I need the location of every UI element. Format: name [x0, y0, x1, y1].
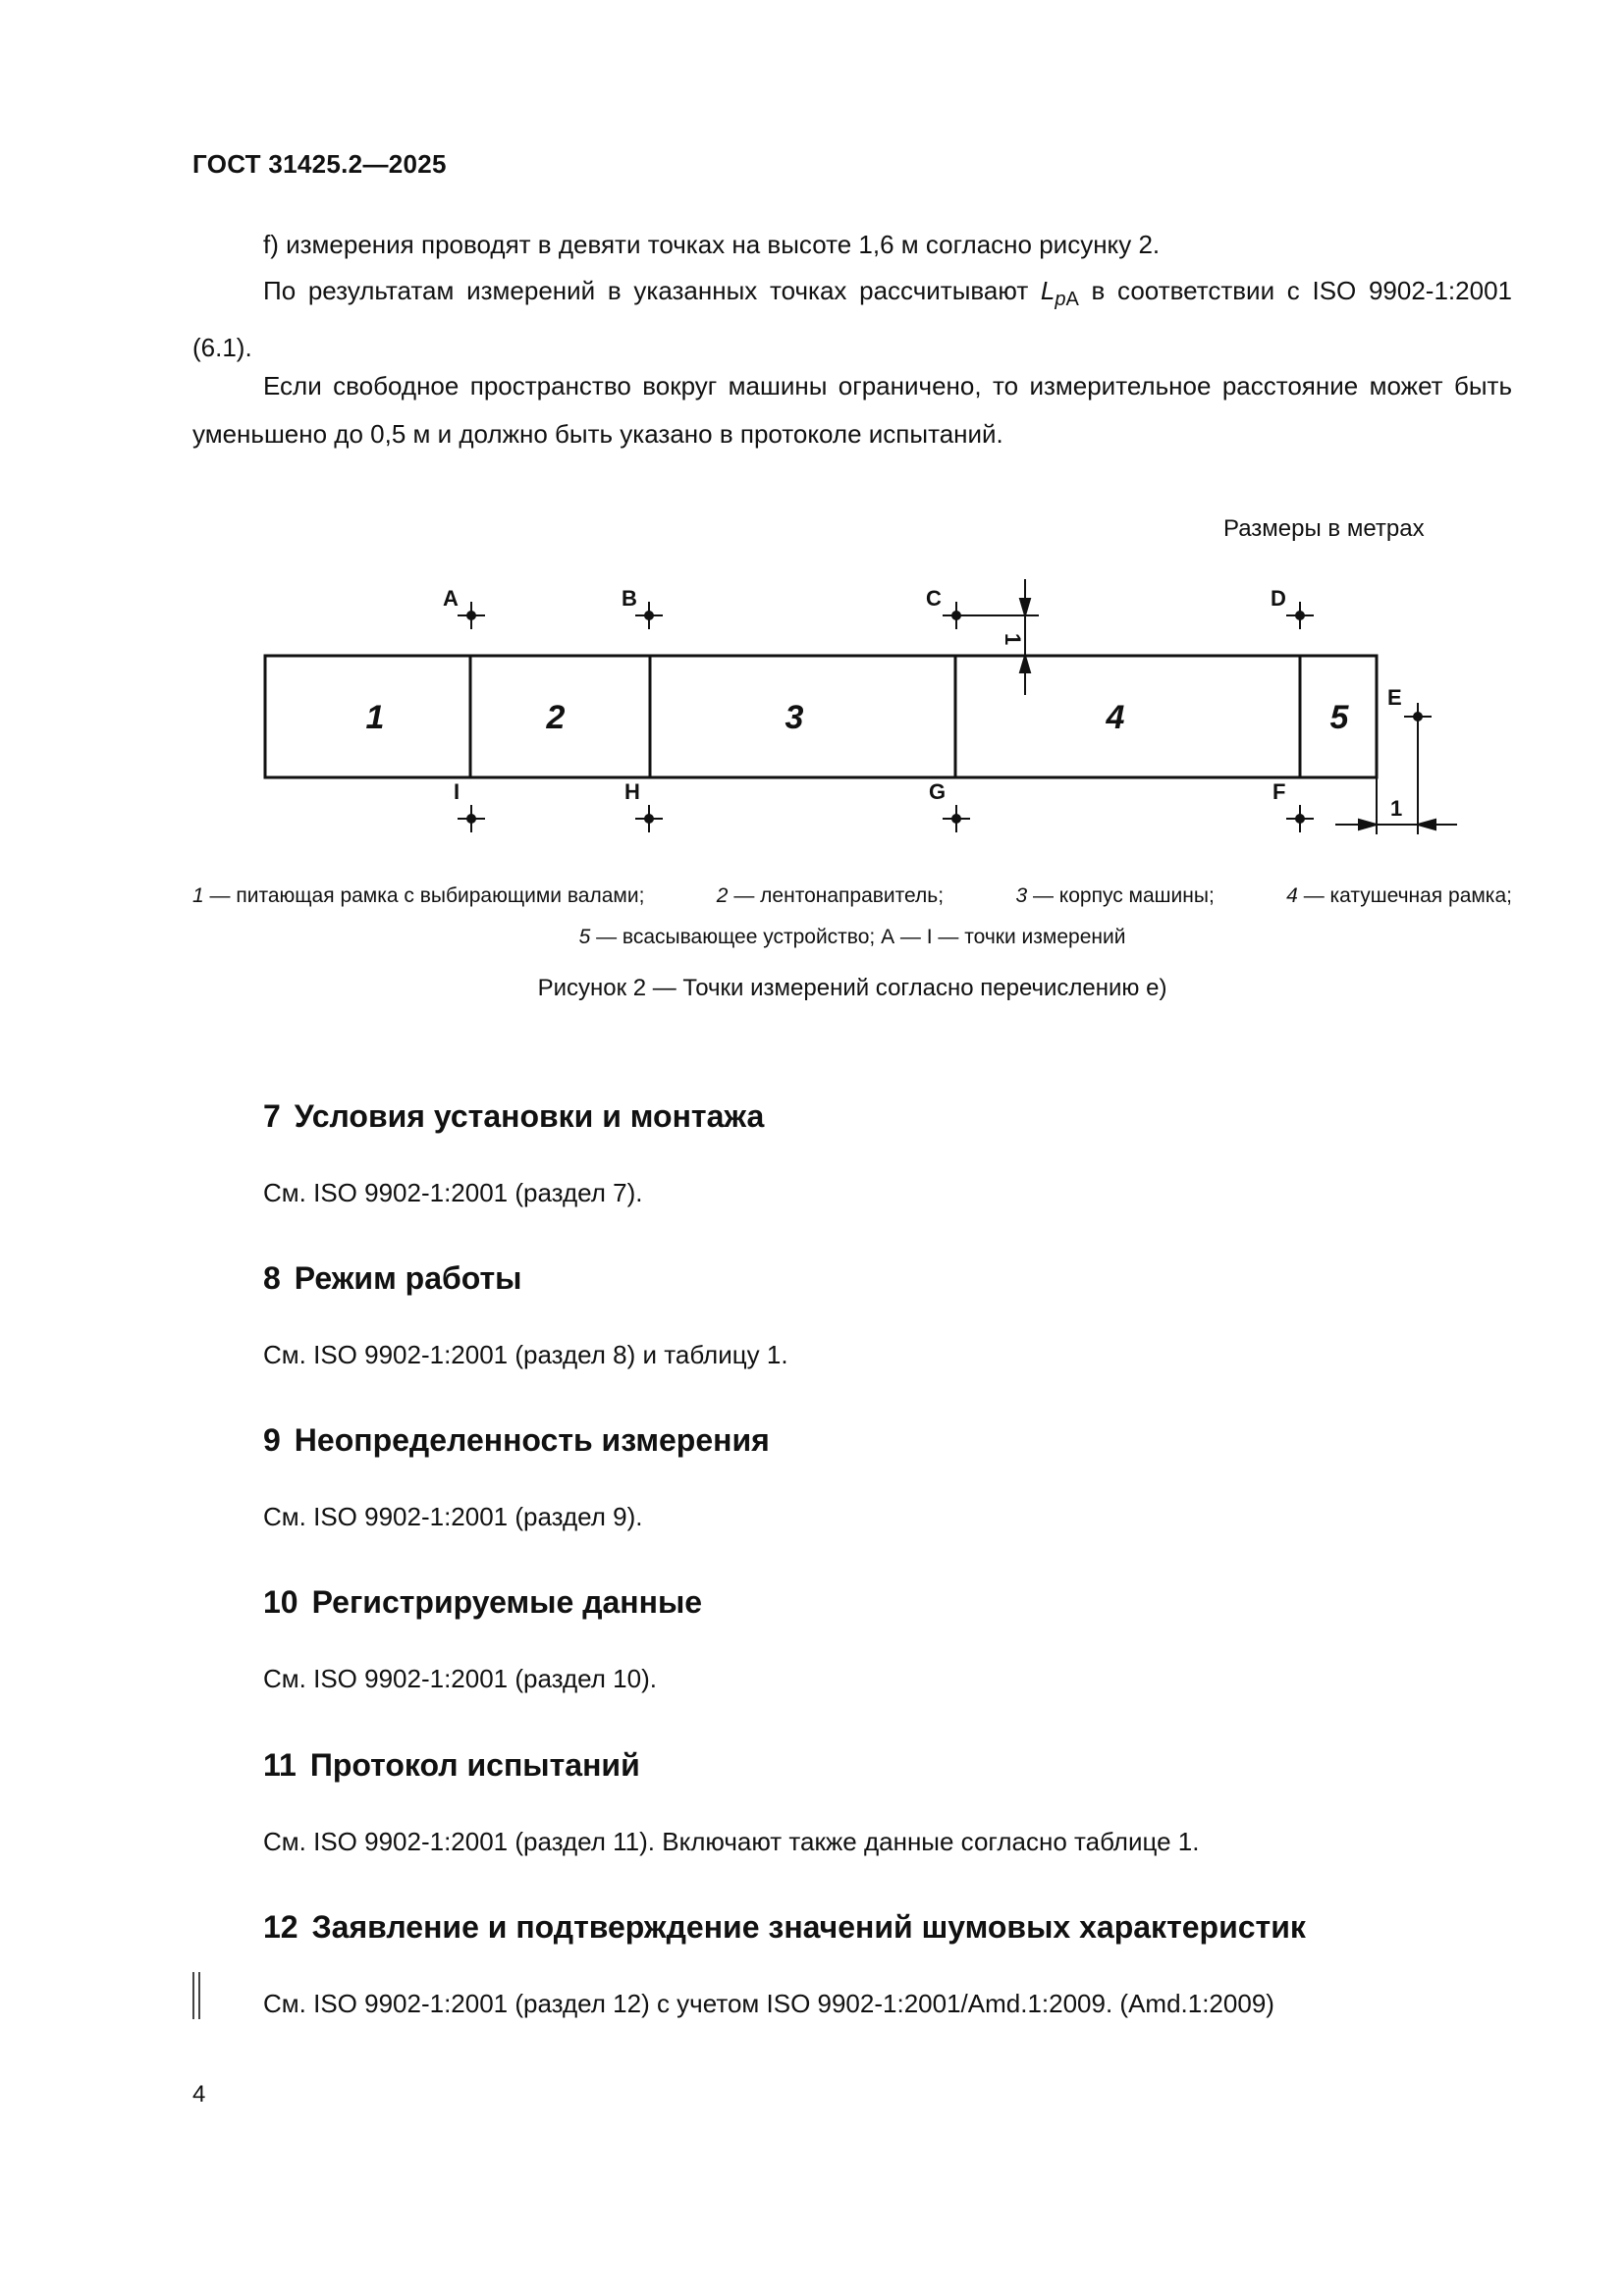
dimension-note: Размеры в метрах: [1223, 515, 1425, 542]
lpa-subscript: [1055, 289, 1078, 310]
figure-legend: [192, 876, 1512, 958]
section-12-heading: Заявление и подтверждение значений шумовых характеристик: [311, 1909, 1306, 1945]
section-12-title: [263, 1909, 1306, 1946]
legend-item-2: [717, 876, 944, 917]
lpa-subscript-p: p: [1055, 289, 1066, 310]
legend-item-1: [192, 876, 644, 917]
section-8-text: См. ISO 9902-1:2001 (раздел 8) и таблицу 1.: [263, 1340, 788, 1369]
block-label-4: 4: [1106, 699, 1125, 736]
section-10-number: 10: [263, 1584, 298, 1620]
section-10-heading: Регистрируемые данные: [311, 1584, 703, 1620]
section-10-title: [263, 1584, 702, 1621]
paragraph-results-after: в соответствии с ISO 9902-1:2001 (6.1).: [192, 276, 1512, 362]
measurement-points-figure: [0, 550, 1624, 844]
point-marker-g: [943, 805, 970, 832]
paragraph-results: [192, 267, 1512, 372]
point-label-g: G: [929, 779, 947, 804]
point-marker-h: [635, 805, 663, 832]
point-marker-i: [458, 805, 485, 832]
legend-item-2-text: — лентонаправитель;: [733, 884, 945, 907]
legend-item-5-text: — всасывающее устройство; А — I — точки измерений: [596, 926, 1126, 948]
block-label-3: 3: [785, 699, 804, 736]
paragraph-space: Если свободное пространство вокруг машины ограничено, то измерительное расстояние может быть уменьшено до 0,5 м и должно быть указано в протоколе испытаний.: [192, 371, 1512, 449]
section-12-text: См. ISO 9902-1:2001 (раздел 12) с учетом ISO 9902-1:2001/Amd.1:2009. (Amd.1:2009): [263, 1989, 1274, 2018]
block-label-5: 5: [1329, 699, 1349, 736]
change-bar-marker: [192, 1972, 200, 2019]
legend-item-3: [1015, 876, 1214, 917]
point-label-h: H: [624, 779, 640, 804]
lpa-subscript-a: A: [1065, 289, 1079, 310]
section-7-title: [263, 1098, 764, 1135]
section-7-heading: Условия установки и монтажа: [294, 1098, 765, 1134]
point-label-a: A: [443, 586, 459, 611]
legend-item-4-num: 4: [1286, 884, 1298, 907]
dimension-top: [956, 579, 1039, 695]
section-11-heading: Протокол испытаний: [309, 1747, 640, 1783]
section-11-title: [263, 1747, 640, 1784]
section-11-number: 11: [263, 1747, 297, 1783]
page-number: 4: [192, 2081, 206, 2108]
section-7-number: 7: [263, 1098, 281, 1134]
legend-item-1-num: 1: [192, 884, 204, 907]
dimension-top-label: 1: [1001, 633, 1025, 646]
block-label-1: 1: [365, 699, 385, 736]
point-marker-d: [1286, 602, 1314, 629]
point-marker-f: [1286, 805, 1314, 832]
legend-item-2-num: 2: [716, 884, 729, 907]
legend-line-2: [192, 917, 1512, 958]
legend-item-4: [1286, 876, 1512, 917]
section-8-number: 8: [263, 1260, 281, 1296]
point-label-d: D: [1271, 586, 1286, 611]
section-9-text: См. ISO 9902-1:2001 (раздел 9).: [263, 1502, 643, 1531]
point-label-i: I: [454, 779, 460, 804]
paragraph-f: f) измерения проводят в девяти точках на высоте 1,6 м согласно рисунку 2.: [263, 230, 1161, 259]
point-label-c: C: [926, 586, 942, 611]
machine-outline: [265, 656, 1377, 777]
paragraph-results-before: По результатам измерений в указанных точках рассчитывают: [263, 276, 1041, 305]
point-marker-a: [458, 602, 485, 629]
dimension-right-label: 1: [1390, 796, 1403, 821]
block-label-2: 2: [546, 699, 566, 736]
section-9-heading: Неопределенность измерения: [294, 1422, 770, 1458]
section-7-text: См. ISO 9902-1:2001 (раздел 7).: [263, 1178, 643, 1207]
legend-item-4-text: — катушечная рамка;: [1303, 884, 1512, 907]
document-header: ГОСТ 31425.2—2025: [192, 149, 447, 179]
section-10-text: См. ISO 9902-1:2001 (раздел 10).: [263, 1664, 657, 1693]
section-12-number: 12: [263, 1909, 298, 1945]
legend-item-5-num: 5: [578, 926, 591, 948]
legend-item-3-text: — корпус машины;: [1032, 884, 1215, 907]
point-label-e: E: [1387, 685, 1402, 710]
point-marker-b: [635, 602, 663, 629]
point-label-f: F: [1272, 779, 1286, 804]
section-8-heading: Режим работы: [294, 1260, 522, 1296]
section-9-number: 9: [263, 1422, 281, 1458]
legend-item-3-num: 3: [1015, 884, 1028, 907]
section-8-title: [263, 1260, 522, 1297]
section-9-title: [263, 1422, 770, 1459]
point-label-b: B: [622, 586, 637, 611]
legend-item-1-text: — питающая рамка с выбирающими валами;: [209, 884, 645, 907]
section-11-text: См. ISO 9902-1:2001 (раздел 11). Включают также данные согласно таблице 1.: [263, 1827, 1200, 1856]
lpa-symbol: L: [1040, 276, 1056, 305]
figure-caption: Рисунок 2 — Точки измерений согласно перечислению е): [537, 975, 1167, 1001]
legend-line-1: [192, 876, 1512, 917]
